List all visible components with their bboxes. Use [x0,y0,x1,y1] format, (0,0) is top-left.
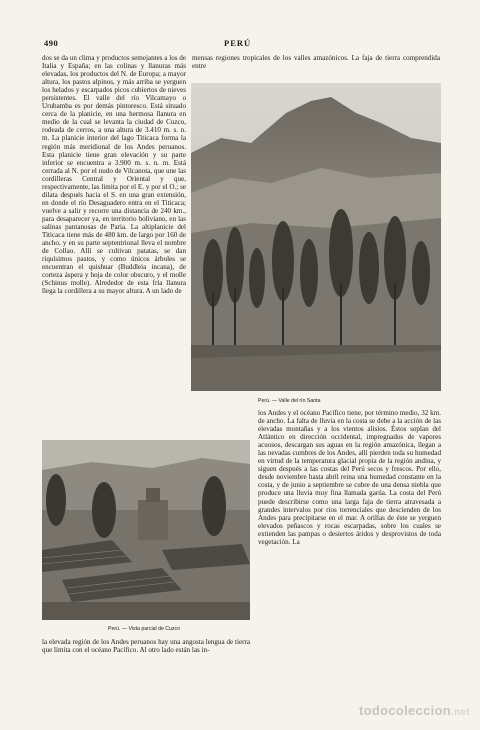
body-paragraph: los Andes y el océano Pacífico tiene, por término medio, 32 km. de ancho. La falta de lluvia en la costa se debe a la acción de las elevadas montañas y a los vientos alisios. Éstos soplan del Atlántico en dirección occidental, impregnados de vapores acuosos, descargan sus aguas en la región amazónica, llegan a las nevadas cumbres de los Andes, allí pierden toda su humedad en virtud de la temperatura glacial propia de la región andina, y siguen después a las costas del Perú secos y frescos. Por ello, desde noviembre hasta abril reina una humedad constante en la costa, y de junio a septiembre se cubre de una densa niebla que produce una lluvia muy fina llamada garúa. La costa del Perú puede describirse como una larga faja de tierra atravesada a grandes intervalos por ríos torrenciales que descienden de los Andes para precipitarse en el mar. A orillas de éste se yerguen elevados peñascos y rocas escarpadas, sobre los cuales se extienden las pampas o desiertos áridos y desprovistos de toda vegetación. La [258,409,441,546]
photo-cuzco-partial-view [42,440,250,620]
text-column-top-left [42,54,186,434]
valley-illustration [191,83,441,391]
page-number: 490 [44,38,59,48]
running-title: PERÚ [224,38,252,48]
watermark-brand: todocoleccion [358,703,452,718]
text-column-top-right [192,54,440,74]
watermark-tld: .net [451,707,470,718]
watermark [359,703,470,718]
body-paragraph: la elevada región de los Andes peruanos hay una angosta lengua de tierra que limita con el océano Pacífico. Al otro lado están las in- [42,638,250,655]
photo-caption-valley: Perú. — Valle del río Santa [258,398,321,404]
photo-caption-cuzco: Perú. — Vista parcial de Cuzco [108,626,180,632]
cuzco-illustration [42,440,250,620]
body-paragraph: dos se da un clima y productos semejantes a los de Italia y España; en las colinas y llanuras más elevadas, los productos del N. de Europa; a mayor altura, los pastos alpinos, y más arriba se yerguen los helados y escarpados picos cubiertos de nieves persistentes. El valle del río Vilcamayo o Urubamba es por demás pintoresco. Está situado cerca de la planicie, en una hermosa llanura en medio de la cual se levanta la ciudad de Cuzco, rodeada de cerros, a una altura de 3.410 m. s. n. m. La planicie interior del lago Titicaca forma la región más meridional de los Andes peruanos. Esta planicie tiene gran elevación y su parte inferior se encuentra a 3.900 m. s. n. m. Está cerrada al N. por el nudo de Vilcanota, que une las cordilleras Central y Oriental y que, respectivamente, las limita por el E. y por el O.; se dilata después hacia el S. en una gran extensión, en donde el río Desaguadero entra en el Titicaca; vuelve a salir y recorre una distancia de 240 km., para desaparecer ya, en territorio boliviano, en las salinas pantanosas de Paria. La altiplanicie del Titicaca tiene más de 480 km. de largo por 160 de ancho, y en su parte septentrional lleva el nombre de Collao. Allí se cultivan patatas, se dan riquísimos pastos, y como únicos árboles se encuentran el quishuar (Buddleia incana), de corteza áspera y hoja de color obscuro, y el molle (Schinus molle). Alrededor de esta fría llanura llega la cordillera a su mayor altura. A un lado de [42,54,186,296]
text-column-mid-right [258,409,441,657]
body-paragraph: mensas regiones tropicales de los valles amazónicos. La faja de tierra comprendida entre [192,54,440,71]
text-column-bottom-left [42,638,250,670]
photo-valley-rio-santa [191,83,441,391]
